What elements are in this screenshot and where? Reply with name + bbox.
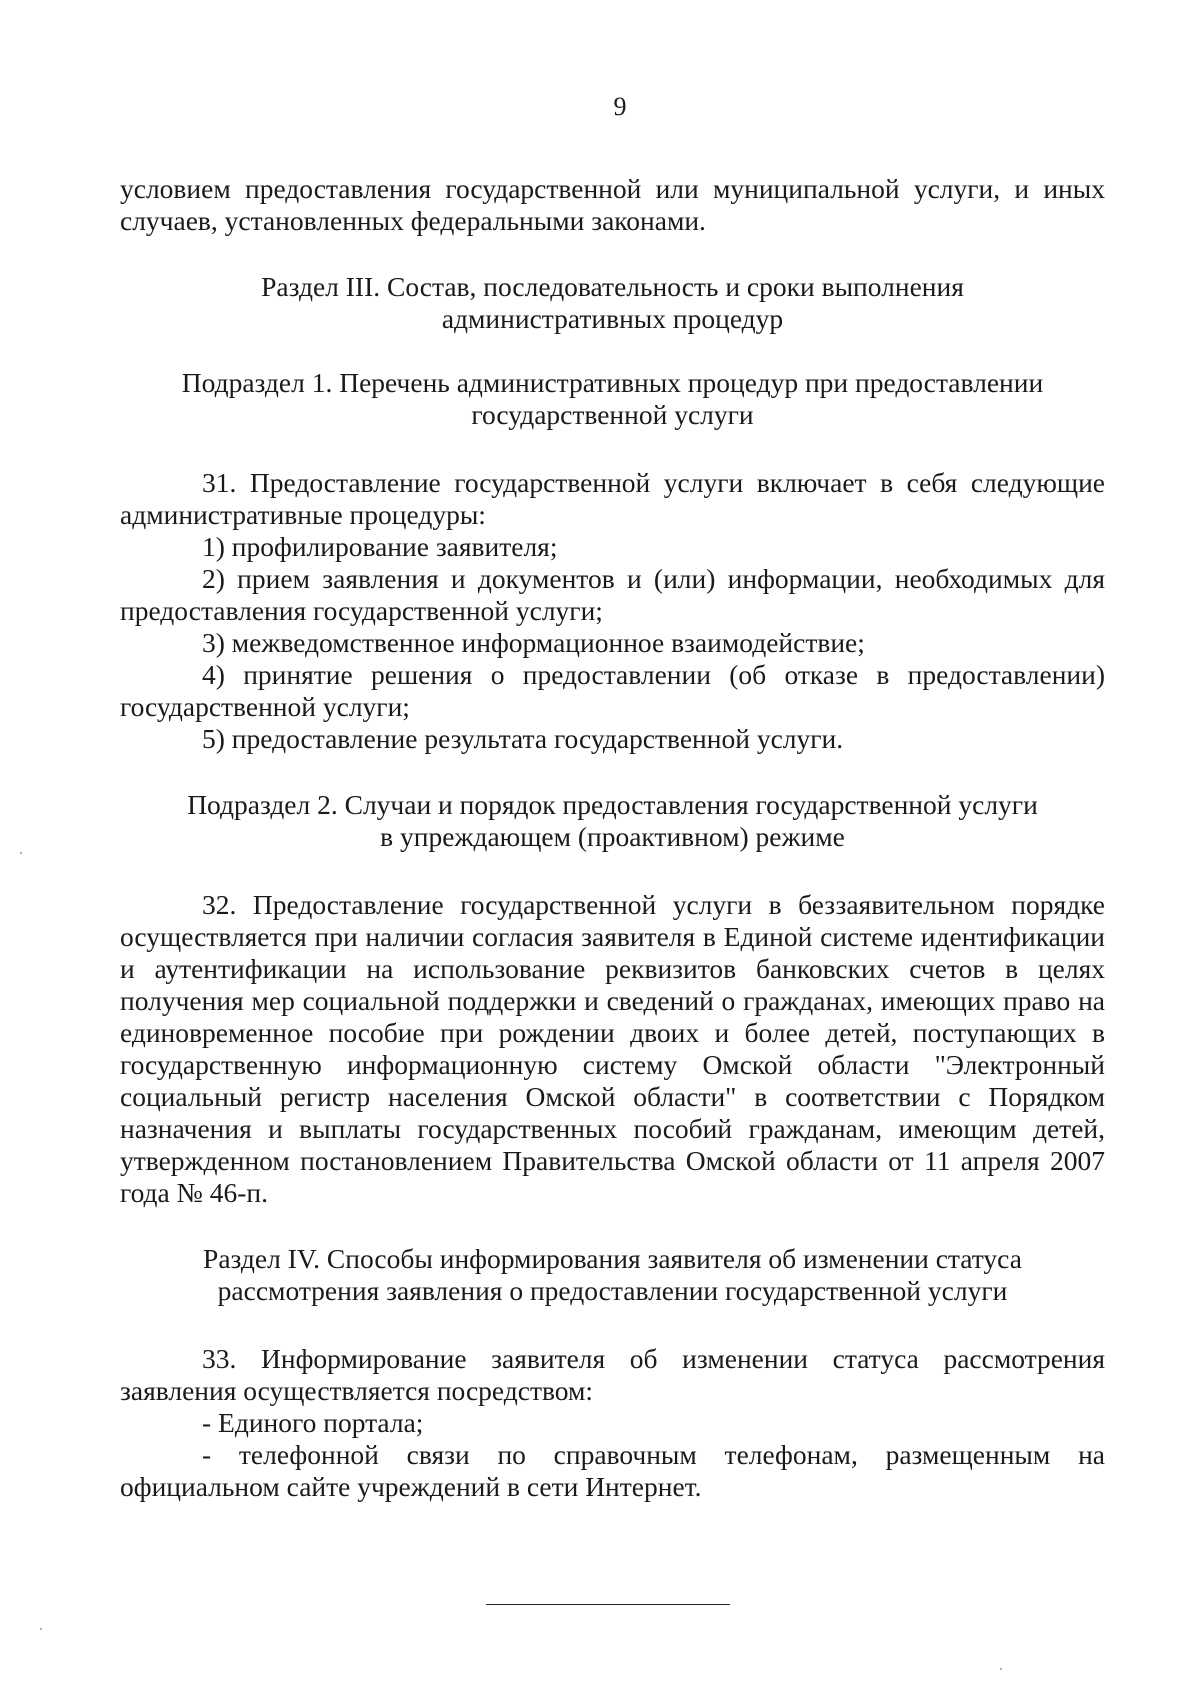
subsection-2-heading [120,789,1105,853]
paragraph-32: 32. Предоставление государственной услуги в беззаявительном порядке осуществляется при наличии согласия заявителя в Единой системе идентификации и аутентификации на использование реквизитов банковских счетов в целях получения мер социальной поддержки и сведений о гражданах, имеющих право на единовременное пособие при рождении двоих и более детей, поступающих в государственную информационную систему Омской области "Электронный социальный регистр населения Омской области" в соответствии с Порядком назначения и выплаты государственных пособий гражданам, имеющим детей, утвержденном постановлением Правительства Омской области от 11 апреля 2007 года № 46-п. [120,889,1105,1208]
scan-speck [20,852,22,854]
paragraph-31: 31. Предоставление государственной услуги включает в себя следующие административные процедуры: [120,467,1105,530]
page-number: 9 [613,92,627,121]
paragraph-33: 33. Информирование заявителя об изменении статуса рассмотрения заявления осуществляется посредством: [120,1343,1105,1406]
list-item-1: 1) профилирование заявителя; [202,531,558,562]
list-item-5: 5) предоставление результата государственной услуги. [202,723,844,754]
end-of-text-rule [486,1604,730,1605]
section-3-heading-line2: административных процедур [441,303,784,334]
section-4-heading [120,1243,1105,1307]
section-4-heading-line2: рассмотрения заявления о предоставлении государственной услуги [217,1275,1008,1306]
scan-speck [1000,1668,1002,1670]
list-item-phone: - телефонной связи по справочным телефонам, размещенным на официальном сайте учреждений в сети Интернет. [120,1439,1105,1502]
subsection-1-heading [120,367,1105,431]
subsection-1-heading-line2: государственной услуги [471,399,754,430]
continuation-paragraph: условием предоставления государственной или муниципальной услуги, и иных случаев, установленных федеральными законами. [120,173,1105,236]
section-3-heading-line1: Раздел III. Состав, последовательность и сроки выполнения [261,271,964,302]
scan-speck [40,1628,42,1630]
section-4-heading-line1: Раздел IV. Способы информирования заявителя об изменении статуса [203,1243,1022,1274]
section-3-heading [120,271,1105,335]
subsection-2-heading-line2: в упреждающем (проактивном) режиме [380,821,845,852]
list-item-4: 4) принятие решения о предоставлении (об отказе в предоставлении) государственной услуги; [120,659,1105,722]
page-content [120,173,1105,1503]
list-item-portal: - Единого портала; [202,1407,424,1438]
subsection-2-heading-line1: Подраздел 2. Случаи и порядок предоставления государственной услуги [187,789,1038,820]
subsection-1-heading-line1: Подраздел 1. Перечень административных процедур при предоставлении [181,367,1044,398]
list-item-3: 3) межведомственное информационное взаимодействие; [202,627,865,658]
list-item-2: 2) прием заявления и документов и (или) информации, необходимых для предоставления государственной услуги; [120,563,1105,626]
